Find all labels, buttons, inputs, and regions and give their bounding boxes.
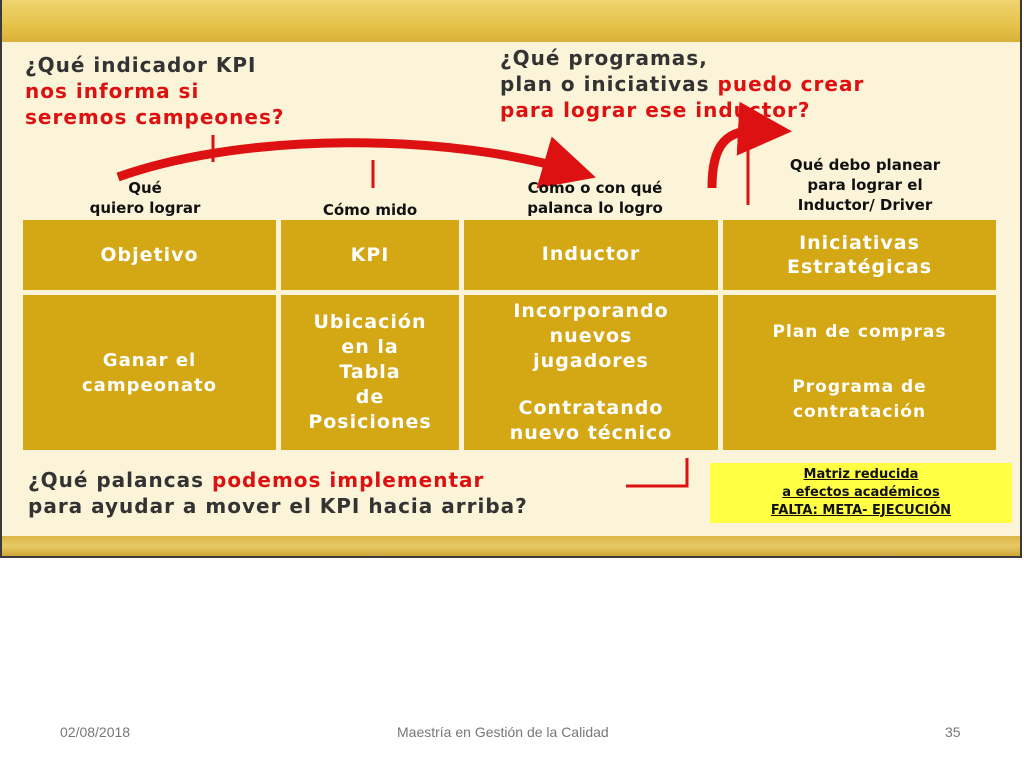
label-initiatives-line3: Inductor/ Driver <box>797 196 933 214</box>
question-programs-line2 <box>500 71 864 97</box>
question-programs-line1: ¿Qué programas, <box>500 46 708 70</box>
note-line2: a efectos académicos <box>782 485 940 500</box>
cell-driver-line5: Contratando <box>518 397 664 419</box>
cell-kpi-line1: Ubicación <box>313 311 427 333</box>
question-kpi-line3: seremos campeones? <box>25 105 285 129</box>
curved-arrow-driver-to-initiatives <box>712 130 765 188</box>
header-driver: Inductor <box>464 220 718 290</box>
header-kpi: KPI <box>281 220 459 290</box>
cell-kpi-line2: en la <box>341 336 399 358</box>
cell-objective <box>23 295 276 450</box>
question-kpi-line1: ¿Qué indicador KPI <box>25 53 257 77</box>
question-levers-line1 <box>28 467 528 493</box>
label-kpi-line1: Cómo mido <box>322 201 418 219</box>
header-initiatives <box>723 220 996 290</box>
label-objective-line2: quiero lograr <box>89 199 201 217</box>
label-driver-line1: Como o con qué <box>527 179 663 197</box>
note-box <box>710 463 1012 523</box>
question-levers-line1-start: ¿Qué palancas <box>28 468 212 492</box>
cell-initiatives <box>723 295 996 450</box>
cell-driver-line1: Incorporando <box>513 300 669 322</box>
curved-arrow-kpi-to-driver <box>118 143 570 177</box>
header-initiatives-line1: Iniciativas <box>799 232 920 254</box>
label-kpi <box>300 200 440 220</box>
footer-date: 02/08/2018 <box>60 724 131 740</box>
cell-driver <box>464 295 718 450</box>
footer-page-number: 35 <box>945 724 961 740</box>
note-line3: FALTA: META- EJECUCIÓN <box>770 503 952 518</box>
label-initiatives-line2: para lograr el <box>807 176 923 194</box>
cell-driver-line6: nuevo técnico <box>509 422 673 444</box>
question-kpi <box>25 52 284 130</box>
cell-kpi-line5: Posiciones <box>308 411 432 433</box>
question-programs-line3: para lograr ese inductor? <box>500 98 811 122</box>
cell-initiatives-line4: contratación <box>792 402 927 422</box>
cell-initiatives-line1: Plan de compras <box>772 322 947 342</box>
pointer-line-levers <box>626 458 687 486</box>
cell-kpi-line4: de <box>355 386 385 408</box>
label-initiatives <box>765 155 965 215</box>
cell-objective-line2: campeonato <box>82 374 217 396</box>
footer-title: Maestría en Gestión de la Calidad <box>397 724 609 740</box>
question-levers-line1-end: podemos implementar <box>212 468 485 492</box>
note-line1: Matriz reducida <box>803 467 919 482</box>
question-programs-line2-end: puedo crear <box>717 72 865 96</box>
cell-objective-line1: Ganar el <box>102 349 197 371</box>
question-levers-line2: para ayudar a mover el KPI hacia arriba? <box>28 494 528 518</box>
question-levers <box>28 467 528 519</box>
header-initiatives-line2: Estratégicas <box>786 256 933 278</box>
label-driver <box>495 178 695 218</box>
label-driver-line2: palanca lo logro <box>527 199 663 217</box>
cell-driver-line2: nuevos <box>549 325 633 347</box>
cell-kpi-line3: Tabla <box>339 361 401 383</box>
header-objective: Objetivo <box>23 220 276 290</box>
label-objective <box>70 178 220 218</box>
cell-kpi <box>281 295 459 450</box>
label-initiatives-line1: Qué debo planear <box>789 156 941 174</box>
question-kpi-line2: nos informa si <box>25 79 200 103</box>
cell-driver-line3: jugadores <box>533 350 649 372</box>
question-programs <box>500 45 864 123</box>
cell-initiatives-line3: Programa de <box>792 377 927 397</box>
label-objective-line1: Qué <box>128 179 162 197</box>
question-programs-line2-start: plan o iniciativas <box>500 72 718 96</box>
